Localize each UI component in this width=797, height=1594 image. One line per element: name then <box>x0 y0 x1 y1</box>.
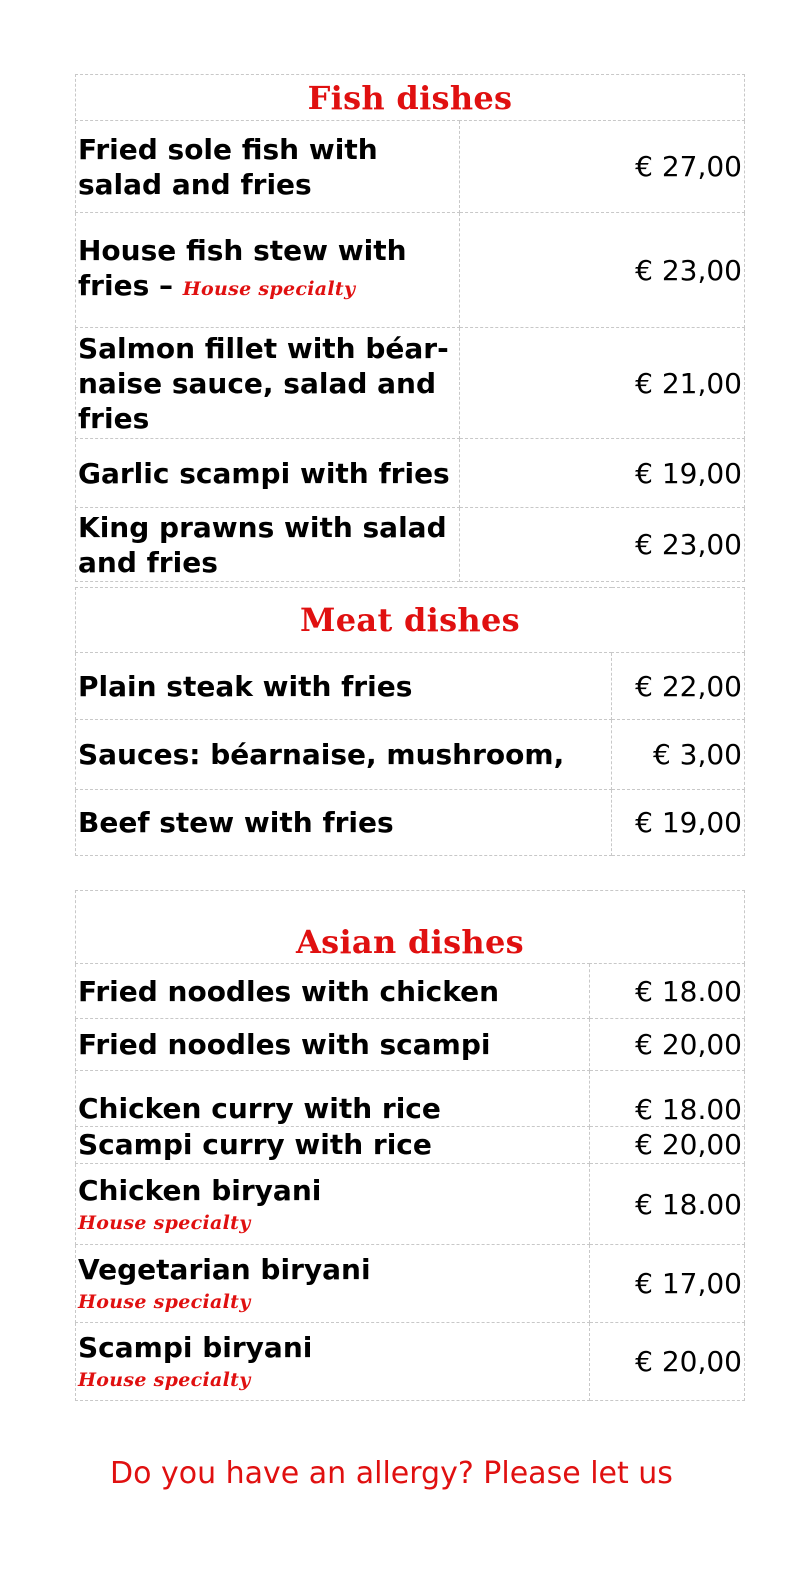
dish-price: € 20,00 <box>590 1323 745 1401</box>
dish-name-cell <box>76 213 460 328</box>
menu-row <box>76 1164 745 1245</box>
menu-row <box>76 439 745 508</box>
dish-name: Scampi curry with rice <box>76 1127 590 1164</box>
allergy-note: Do you have an allergy? Please let us <box>110 1456 673 1491</box>
dish-price: € 19,00 <box>460 439 745 508</box>
dish-name-cell <box>76 1245 590 1323</box>
asian-dishes-section <box>75 890 745 1401</box>
dish-name: Beef stew with fries <box>76 790 612 856</box>
house-specialty-label: House specialty <box>182 278 356 300</box>
meat-dishes-title: Meat dishes <box>76 588 745 653</box>
menu-row <box>76 508 745 582</box>
dish-name-cell <box>76 1164 590 1245</box>
menu-row <box>76 653 745 720</box>
menu-row <box>76 1019 745 1071</box>
house-specialty-label: House specialty <box>78 1211 251 1234</box>
dish-price: € 23,00 <box>460 508 745 582</box>
dish-price: € 23,00 <box>460 213 745 328</box>
dish-price: € 20,00 <box>590 1127 745 1164</box>
dish-name: Chicken curry with rice <box>76 1071 590 1127</box>
dish-price: € 21,00 <box>460 328 745 439</box>
dish-price: € 19,00 <box>612 790 745 856</box>
dish-name: Fried noodles with scampi <box>76 1019 590 1071</box>
house-specialty-label: House specialty <box>78 1369 251 1391</box>
dish-name: Scampi biryani <box>78 1331 313 1364</box>
fish-dishes-title: Fish dishes <box>76 75 745 121</box>
menu-row <box>76 1127 745 1164</box>
dish-name-cell <box>76 1323 590 1401</box>
dish-price: € 18.00 <box>590 964 745 1019</box>
dish-price: € 27,00 <box>460 121 745 213</box>
menu-row <box>76 121 745 213</box>
dish-name: Sauces: béarnaise, mushroom, <box>76 720 612 790</box>
menu-row <box>76 720 745 790</box>
dish-name: Vegetarian biryani <box>78 1253 371 1286</box>
menu-row <box>76 328 745 439</box>
dish-name: Fried noodles with chicken <box>76 964 590 1019</box>
meat-dishes-section <box>75 587 745 856</box>
menu-row <box>76 790 745 856</box>
dish-name: Garlic scampi with fries <box>76 439 460 508</box>
dish-name: King prawns with salad and fries <box>76 508 460 582</box>
dish-name: House fish stew with fries – <box>78 234 407 302</box>
dish-price: € 20,00 <box>590 1019 745 1071</box>
menu-row <box>76 213 745 328</box>
dish-name: Fried sole fish with salad and fries <box>76 121 460 213</box>
fish-dishes-table <box>75 74 745 582</box>
menu-row <box>76 964 745 1019</box>
menu-row <box>76 1245 745 1323</box>
dish-price: € 22,00 <box>612 653 745 720</box>
menu-row <box>76 1323 745 1401</box>
house-specialty-label: House specialty <box>78 1291 251 1313</box>
dish-price: € 18.00 <box>590 1071 745 1127</box>
dish-name: Salmon fillet with béar-naise sauce, salad and fries <box>76 328 460 439</box>
meat-dishes-table <box>75 587 745 856</box>
dish-name: Chicken biryani <box>78 1173 322 1207</box>
dish-price: € 18.00 <box>590 1164 745 1245</box>
dish-name: Plain steak with fries <box>76 653 612 720</box>
asian-dishes-table <box>75 890 745 1401</box>
dish-price: € 3,00 <box>612 720 745 790</box>
menu-row <box>76 1071 745 1127</box>
asian-dishes-title: Asian dishes <box>76 891 745 964</box>
fish-dishes-section <box>75 74 745 582</box>
dish-price: € 17,00 <box>590 1245 745 1323</box>
